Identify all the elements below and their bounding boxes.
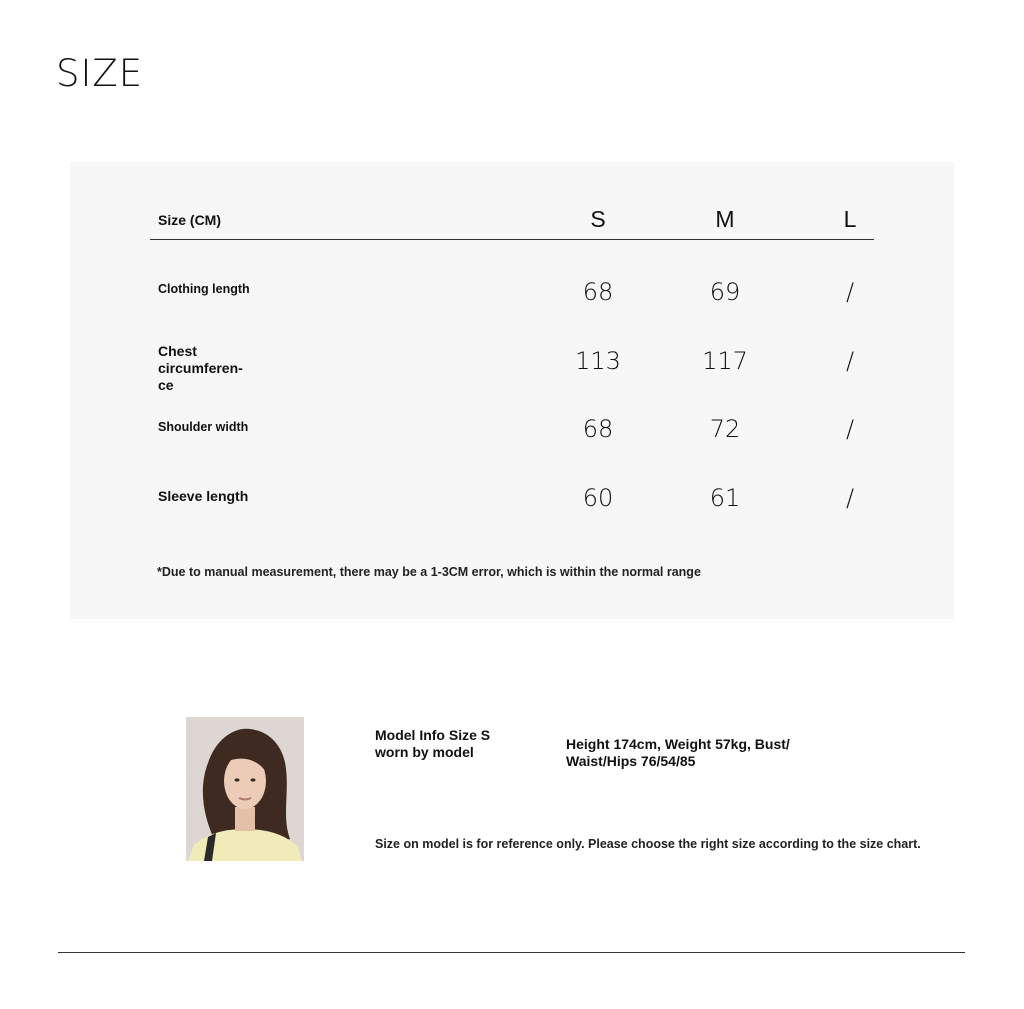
row-label: Shoulder width [158,420,249,434]
size-table [150,202,874,512]
size-value-m: 69 [709,278,741,306]
model-photo [186,717,304,861]
model-photo-illustration [186,717,304,861]
size-value-s: 68 [582,278,614,306]
size-value-s: 68 [582,415,614,443]
model-measurements: Height 174cm, Weight 57kg, Bust/ Waist/Hips 76/54/85 [566,736,790,769]
size-disclaimer: Size on model is for reference only. Please choose the right size according to the size chart. [375,837,921,851]
row-label: Clothing length [158,282,250,296]
bottom-divider [58,952,965,953]
row-label: Chest circumferen-ce [158,343,243,393]
size-table-header [150,202,874,240]
size-value-m: 61 [709,484,741,512]
size-value-m: 117 [702,347,748,375]
measurement-note: *Due to manual measurement, there may be a 1-3CM error, which is within the normal range [157,565,701,579]
model-info-title: Model Info Size S worn by model [375,727,491,760]
size-value-l: / [845,347,855,375]
size-value-s: 60 [582,484,614,512]
size-value-l: / [845,415,855,443]
page-title: SIZE [56,52,144,95]
size-header-m: M [715,206,735,232]
size-chart-panel [70,162,954,619]
size-header-l: L [843,206,857,232]
size-value-m: 72 [709,415,741,443]
size-header-s: S [590,206,606,232]
row-label: Sleeve length [158,488,249,504]
size-value-l: / [845,484,855,512]
size-unit-label: Size (CM) [158,212,221,228]
size-value-l: / [845,278,855,306]
size-value-s: 113 [575,347,621,375]
